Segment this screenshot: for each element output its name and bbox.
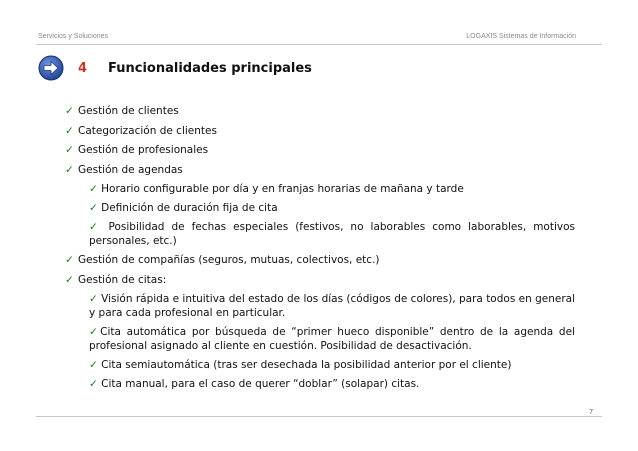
page-number: 7 bbox=[589, 409, 593, 416]
check-icon: ✓ bbox=[65, 105, 74, 117]
check-icon: ✓ bbox=[89, 183, 102, 195]
list-item: ✓ Gestión de compañías (seguros, mutuas, colectivos, etc.) bbox=[65, 254, 380, 266]
sub-list-item: ✓ Horario configurable por día y en franjas horarias de mañana y tarde bbox=[89, 183, 464, 195]
check-icon: ✓ bbox=[89, 378, 102, 390]
check-icon: ✓ bbox=[65, 163, 74, 176]
section-number: 4 bbox=[78, 61, 88, 76]
sub-list-item: ✓ Definición de duración fija de cita bbox=[89, 202, 278, 214]
list-item: ✓ Gestión de agendas bbox=[65, 163, 183, 176]
check-icon: ✓ bbox=[89, 221, 109, 233]
footer-divider bbox=[36, 416, 602, 417]
section-heading bbox=[78, 61, 312, 76]
sub-list-item: ✓ Posibilidad de fechas especiales (festivos, no laborables como laborables, motivos personales, etc.) bbox=[89, 221, 575, 247]
header-left-text: Servicios y Soluciones bbox=[38, 33, 109, 40]
arrow-right-circle-icon bbox=[38, 55, 64, 81]
check-icon: ✓ bbox=[65, 144, 74, 156]
list-item: ✓ Gestión de citas: bbox=[65, 273, 167, 286]
sub-list-item: ✓Cita automática por búsqueda de “primer hueco disponible” dentro de la agenda del profesional asignado al cliente en cuestión. Posibilidad de desactivación. bbox=[89, 326, 575, 352]
check-icon: ✓ bbox=[65, 254, 74, 266]
sub-list-item: ✓ Visión rápida e intuitiva del estado de los días (códigos de colores), para todos en general y para cada profesional en particular. bbox=[89, 293, 575, 319]
sub-list-item: ✓ Cita semiautomática (tras ser desechada la posibilidad anterior por el cliente) bbox=[89, 359, 512, 371]
list-item: ✓ Categorización de clientes bbox=[65, 124, 217, 137]
list-item: ✓ Gestión de clientes bbox=[65, 105, 179, 117]
feature-list bbox=[65, 104, 585, 396]
list-item: ✓ Gestión de profesionales bbox=[65, 144, 209, 156]
check-icon: ✓ bbox=[89, 293, 102, 305]
header-divider bbox=[36, 44, 602, 45]
header-right-text: LOGAXIS Sistemas de Información bbox=[466, 33, 576, 40]
check-icon: ✓ bbox=[65, 273, 74, 286]
sub-list-item: ✓ Cita manual, para el caso de querer “doblar” (solapar) citas. bbox=[89, 378, 420, 390]
check-icon: ✓ bbox=[65, 124, 74, 137]
check-icon: ✓ bbox=[89, 202, 102, 214]
check-icon: ✓ bbox=[89, 359, 102, 371]
section-title: Funcionalidades principales bbox=[108, 61, 312, 76]
check-icon: ✓ bbox=[89, 326, 101, 338]
